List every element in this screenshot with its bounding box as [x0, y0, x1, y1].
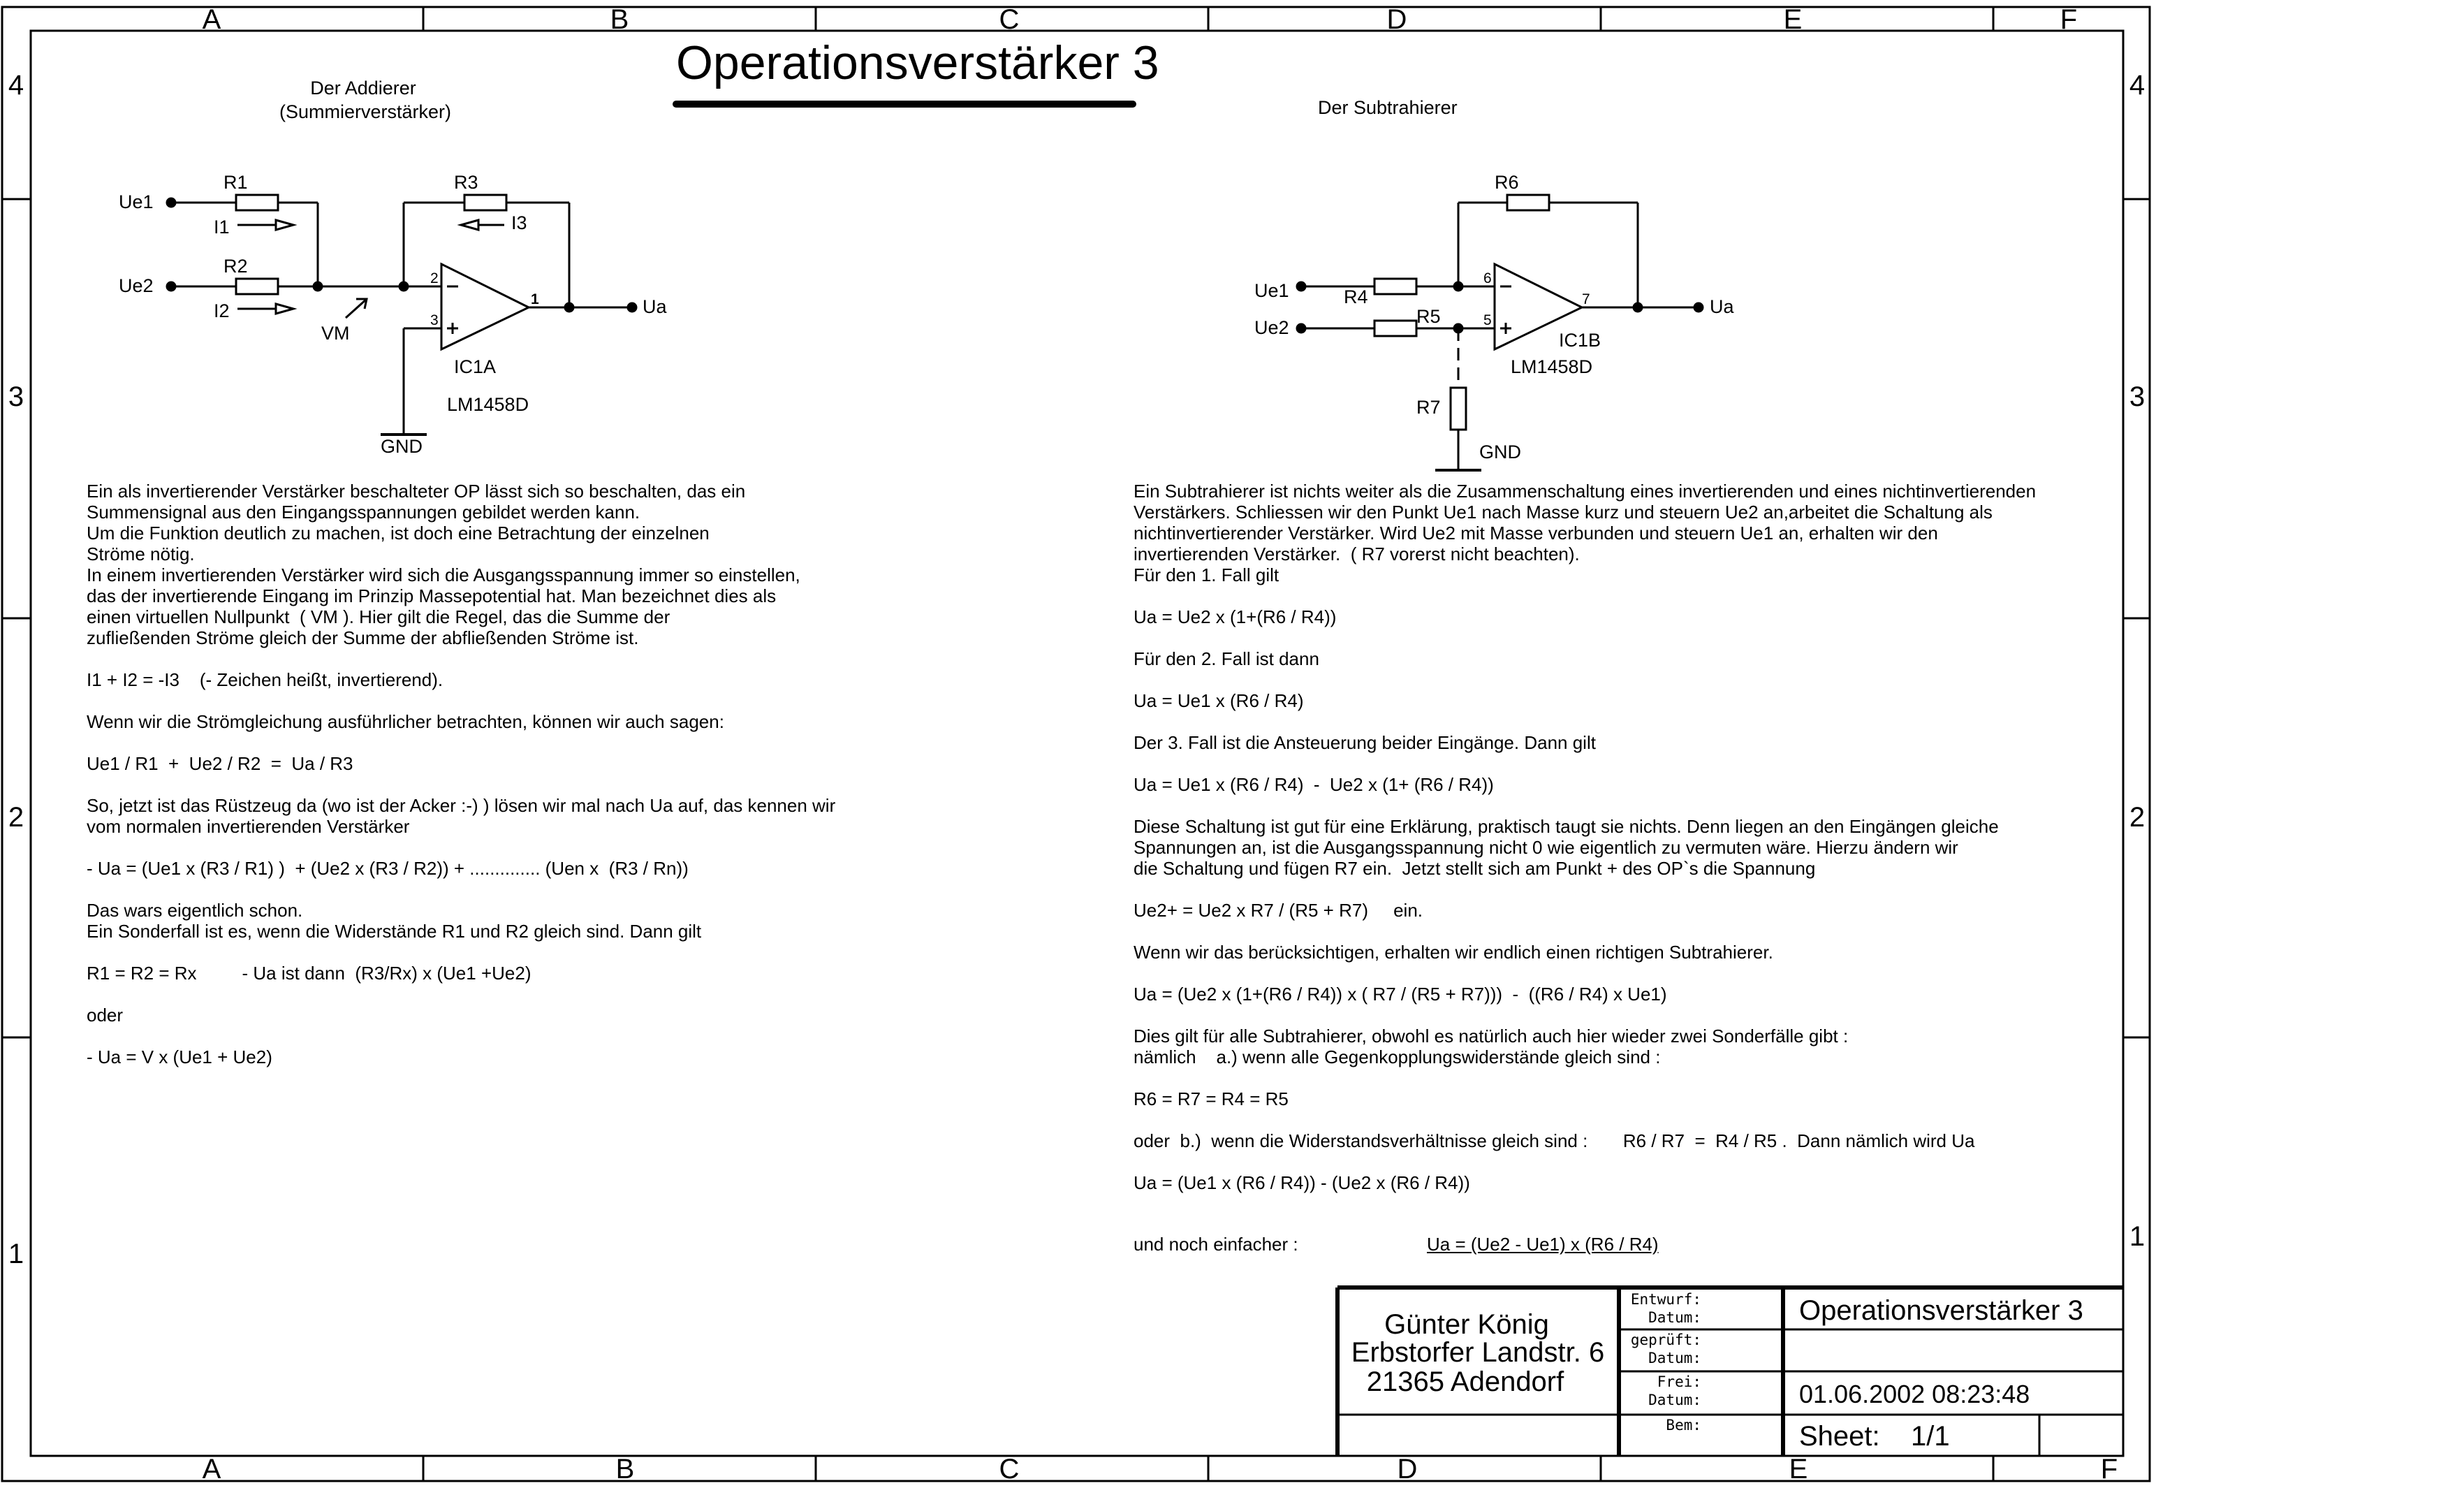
author-name: Günter König [1384, 1309, 1549, 1340]
adder-caption-line1: Der Addierer [310, 78, 416, 99]
label-r4: R4 [1344, 286, 1368, 307]
label-pin2: 2 [430, 270, 439, 286]
zone-label-col-d: D [1397, 1454, 1418, 1485]
text-line: oder [87, 1005, 124, 1026]
field-datum: Datum: [1648, 1350, 1701, 1366]
page-title: Operationsverstärker 3 [676, 36, 1159, 89]
zone-label-row-4: 4 [8, 70, 24, 101]
text-line: die Schaltung und fügen R7 ein. Jetzt stellt sich am Punkt + des OP`s die Spannung [1134, 858, 1816, 879]
label-pin5: 5 [1483, 312, 1492, 328]
doc-date: 01.06.2002 08:23:48 [1799, 1380, 2030, 1408]
label-pin6: 6 [1483, 270, 1492, 286]
label-ua: Ua [643, 296, 667, 317]
label-i1: I1 [214, 217, 230, 238]
junction-node [314, 282, 322, 291]
zone-label-col-c: C [999, 4, 1020, 35]
ua-terminal [1694, 303, 1703, 312]
label-gnd: GND [381, 436, 423, 457]
label-i2: I2 [214, 300, 230, 321]
zone-label-row-2: 2 [8, 802, 24, 833]
resistor-r3 [464, 195, 506, 210]
zone-label-col-d: D [1386, 4, 1407, 35]
opamp-ic1a [441, 264, 529, 349]
field-bem: Bem: [1666, 1417, 1701, 1434]
text-line: R1 = R2 = Rx - Ua ist dann (R3/Rx) x (Ue1 +Ue2) [87, 963, 531, 984]
zone-label-row-4: 4 [2129, 70, 2146, 101]
resistor-r2 [236, 279, 278, 294]
text-line: nämlich a.) wenn alle Gegenkopplungswiderstände gleich sind : [1134, 1046, 1661, 1067]
zone-label-col-a: A [202, 1454, 221, 1485]
label-lm1458d: LM1458D [447, 394, 529, 415]
text-line: Ue2+ = Ue2 x R7 / (R5 + R7) ein. [1134, 900, 1423, 921]
label-pin3: 3 [430, 312, 439, 328]
text-line: Der 3. Fall ist die Ansteuerung beider Eingänge. Dann gilt [1134, 732, 1596, 753]
zone-label-col-b: B [615, 1454, 635, 1485]
field-datum: Datum: [1648, 1309, 1701, 1326]
label-ua: Ua [1710, 296, 1734, 317]
text-line: - Ua = (Ue1 x (R3 / R1) ) + (Ue2 x (R3 / R2)) + .............. (Uen x (R3 / Rn)) [87, 858, 689, 879]
field-frei: Frei: [1657, 1373, 1701, 1390]
zone-label-col-e: E [1783, 4, 1803, 35]
text-line: Summensignal aus den Eingangsspannungen gebildet werden kann. [87, 502, 640, 523]
label-ic1b: IC1B [1559, 330, 1601, 351]
adder-caption-line2: (Summierverstärker) [279, 101, 452, 122]
text-line: Für den 2. Fall ist dann [1134, 648, 1319, 669]
text-line: invertierenden Verstärker. ( R7 vorerst nicht beachten). [1134, 544, 1580, 564]
subtractor-circuit [1297, 195, 1703, 470]
text-line: Spannungen an, ist die Ausgangsspannung nicht 0 wie eigentlich zu vermuten wäre. Hierzu ändern wir [1134, 837, 1958, 858]
label-r2: R2 [223, 256, 248, 277]
zone-label-col-a: A [202, 4, 221, 35]
field-datum: Datum: [1648, 1392, 1701, 1408]
zone-label-col-c: C [999, 1454, 1020, 1485]
label-ue2: Ue2 [1254, 317, 1289, 338]
final-label: und noch einfacher : [1134, 1234, 1298, 1255]
text-line: Ua = Ue1 x (R6 / R4) - Ue2 x (1+ (R6 / R4)) [1134, 774, 1494, 795]
adder-caption [279, 77, 452, 124]
zone-label-col-e: E [1789, 1454, 1808, 1485]
label-i3: I3 [511, 212, 527, 233]
text-line: Ein als invertierender Verstärker beschalteter OP lässt sich so beschalten, das ein [87, 481, 746, 502]
label-ic1a: IC1A [454, 356, 497, 377]
label-r7: R7 [1416, 397, 1441, 418]
label-lm1458d: LM1458D [1511, 356, 1593, 377]
sheet-label: Sheet: [1799, 1421, 1880, 1452]
doc-title: Operationsverstärker 3 [1799, 1295, 2083, 1326]
text-line: Das wars eigentlich schon. [87, 900, 303, 921]
text-line: Ue1 / R1 + Ue2 / R2 = Ua / R3 [87, 753, 353, 774]
label-r3: R3 [454, 172, 478, 193]
author-city: 21365 Adendorf [1366, 1366, 1564, 1397]
text-line: R6 = R7 = R4 = R5 [1134, 1088, 1289, 1109]
zone-label-col-b: B [610, 4, 629, 35]
final-formula: Ua = (Ue2 - Ue1) x (R6 / R4) [1427, 1234, 1659, 1255]
text-line: Ua = Ue1 x (R6 / R4) [1134, 690, 1304, 711]
adder-circuit [167, 195, 636, 435]
text-line: Ein Sonderfall ist es, wenn die Widerstände R1 und R2 gleich sind. Dann gilt [87, 921, 702, 942]
field-entwurf: Entwurf: [1630, 1291, 1701, 1308]
label-ue1: Ue1 [119, 191, 154, 212]
label-gnd: GND [1479, 442, 1521, 462]
resistor-r5 [1374, 321, 1416, 336]
text-line: Für den 1. Fall gilt [1134, 564, 1279, 585]
text-line: Ströme nötig. [87, 544, 195, 564]
label-r1: R1 [223, 172, 248, 193]
text-line: Ua = Ue2 x (1+(R6 / R4)) [1134, 606, 1337, 627]
text-line: Ua = (Ue2 x (1+(R6 / R4)) x ( R7 / (R5 + R7))) - ((R6 / R4) x Ue1) [1134, 984, 1667, 1005]
subtractor-caption: Der Subtrahierer [1318, 97, 1458, 118]
outer-frame [2, 4, 2150, 1485]
label-r5: R5 [1416, 306, 1441, 327]
text-line: zufließenden Ströme gleich der Summe der abfließenden Ströme ist. [87, 627, 639, 648]
text-line: das der invertierende Eingang im Prinzip Massepotential hat. Man bezeichnet dies als [87, 585, 777, 606]
text-line: - Ua = V x (Ue1 + Ue2) [87, 1046, 272, 1067]
text-line: nichtinvertierender Verstärker. Wird Ue2 mit Masse verbunden und steuern Ue1 an, erhalten wir den [1134, 523, 1938, 544]
text-line: vom normalen invertierenden Verstärker [87, 816, 410, 837]
text-line: Ein Subtrahierer ist nichts weiter als die Zusammenschaltung eines invertierenden und eines nichtinvertierenden [1134, 481, 2037, 502]
label-ue1: Ue1 [1254, 280, 1289, 301]
ua-terminal [628, 303, 636, 312]
label-pin1: 1 [531, 291, 539, 307]
junction-node [1634, 303, 1642, 312]
text-line: So, jetzt ist das Rüstzeug da (wo ist der Acker :-) ) lösen wir mal nach Ua auf, das kennen wir [87, 795, 836, 816]
zone-label-row-1: 1 [8, 1239, 24, 1269]
text-line: oder b.) wenn die Widerstandsverhältnisse gleich sind : R6 / R7 = R4 / R5 . Dann nämlich wird Ua [1134, 1130, 1975, 1151]
author-street: Erbstorfer Landstr. 6 [1351, 1337, 1605, 1368]
text-line: Diese Schaltung ist gut für eine Erklärung, praktisch taugt sie nichts. Denn liegen an den Eingängen gleiche [1134, 816, 1999, 837]
label-vm: VM [321, 323, 350, 344]
text-line: Um die Funktion deutlich zu machen, ist doch eine Betrachtung der einzelnen [87, 523, 710, 544]
text-line: Wenn wir das berücksichtigen, erhalten wir endlich einen richtigen Subtrahierer. [1134, 942, 1773, 963]
label-r6: R6 [1495, 172, 1519, 193]
text-line: In einem invertierenden Verstärker wird sich die Ausgangsspannung immer so einstellen, [87, 564, 800, 585]
zone-label-row-1: 1 [2129, 1221, 2146, 1252]
field-geprueft: geprüft: [1630, 1332, 1701, 1348]
resistor-r1 [236, 195, 278, 210]
zone-label-col-f: F [2060, 4, 2078, 35]
text-line: Wenn wir die Strömgleichung ausführlicher betrachten, können wir auch sagen: [87, 711, 724, 732]
label-pin7: 7 [1582, 291, 1590, 307]
zone-label-col-f: F [2100, 1454, 2118, 1485]
text-line: I1 + I2 = -I3 (- Zeichen heißt, invertierend). [87, 669, 443, 690]
vm-arrow [346, 299, 367, 318]
resistor-r7 [1451, 388, 1466, 430]
resistor-r4 [1374, 279, 1416, 294]
inner-frame [31, 31, 2123, 1456]
label-ue2: Ue2 [119, 275, 154, 296]
junction-node [565, 303, 573, 312]
sheet-value: 1/1 [1911, 1421, 1950, 1452]
zone-label-row-3: 3 [8, 381, 24, 412]
zone-label-row-2: 2 [2129, 802, 2146, 833]
text-line: Verstärkers. Schliessen wir den Punkt Ue1 nach Masse kurz und steuern Ue2 an,arbeitet die Schaltung als [1134, 502, 1993, 523]
zone-label-row-3: 3 [2129, 381, 2146, 412]
text-line: einen virtuellen Nullpunkt ( VM ). Hier gilt die Regel, das die Summe der [87, 606, 670, 627]
resistor-r6 [1507, 195, 1549, 210]
text-line: Ua = (Ue1 x (R6 / R4)) - (Ue2 x (R6 / R4)) [1134, 1172, 1470, 1193]
text-line: Dies gilt für alle Subtrahierer, obwohl es natürlich auch hier wieder zwei Sonderfälle gibt : [1134, 1026, 1849, 1046]
